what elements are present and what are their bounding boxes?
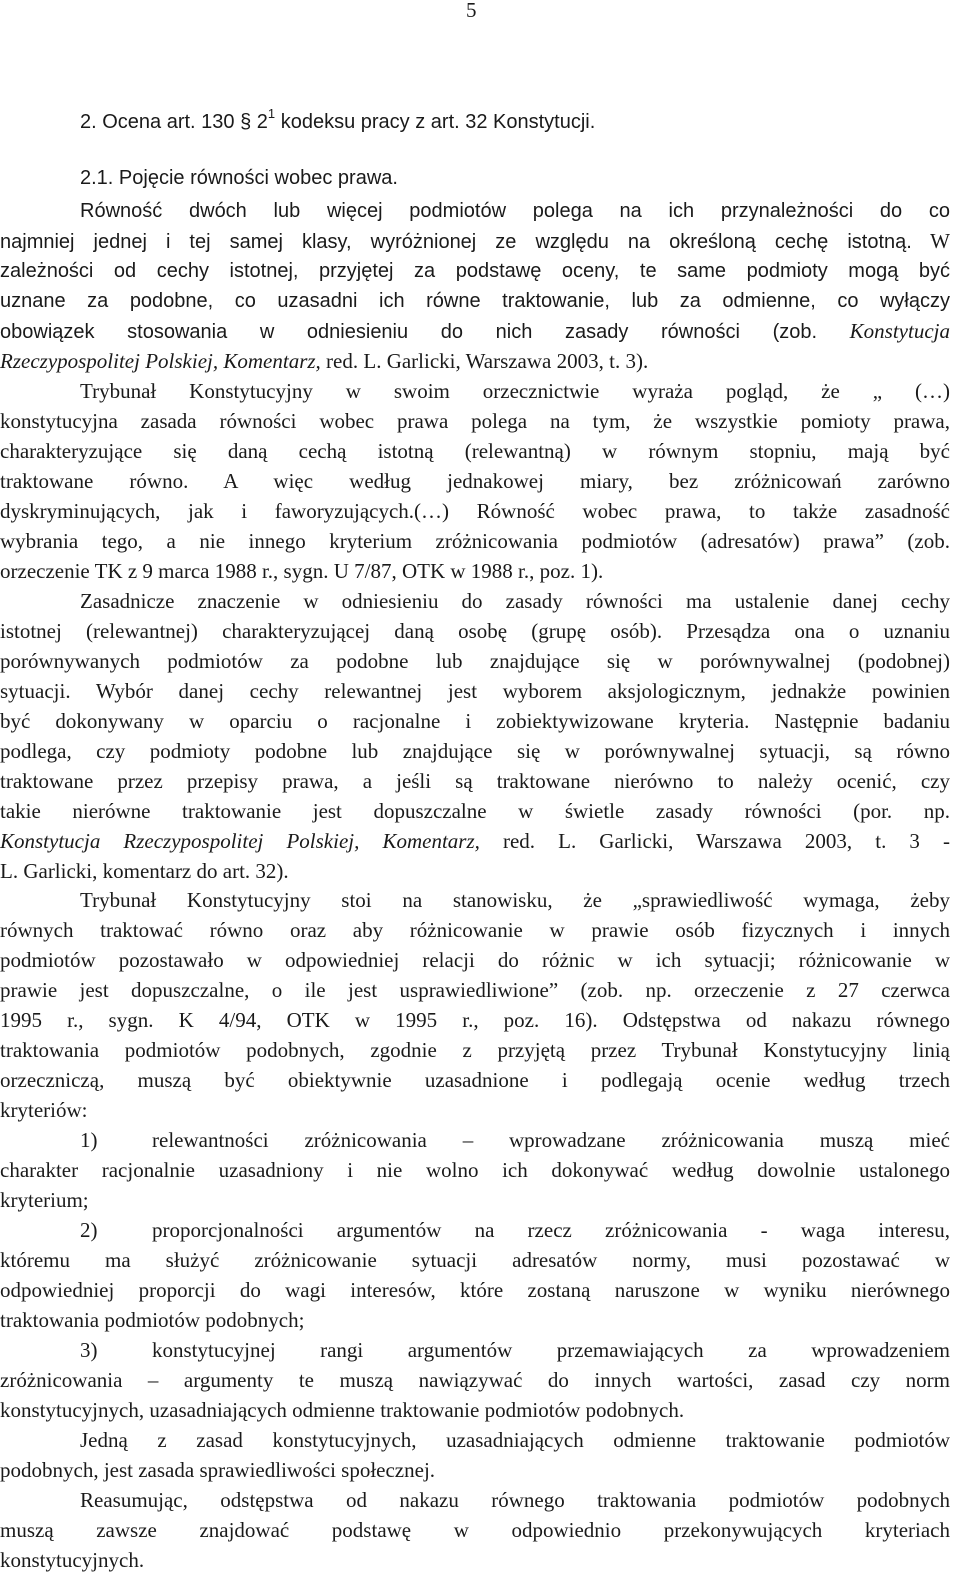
- heading-number: 2: [251, 111, 268, 133]
- p6-line-3: konstytucyjnych.: [0, 1548, 145, 1572]
- p4-line-8: kryteriów:: [0, 1098, 88, 1122]
- p1-line-4: uznane za podobne, co uzasadni ich równe traktowanie, lub za odmienne, co wyłączy: [0, 290, 950, 312]
- p3-line-8: takie nierówne traktowanie jest dopuszczalne w świetle zasady równości (por. np.: [0, 799, 950, 823]
- p2-line-4: traktowane równo. A więc według jednakowej miary, bez zróżnicowań zarówno: [0, 469, 950, 493]
- p3-line-9-b: red. L. Garlicki, Warszawa 2003, t. 3 -: [479, 829, 950, 853]
- p3-line-4: sytuacji. Wybór danej cechy relewantnej jest wyborem aksjologicznym, jednakże powinien: [0, 679, 950, 703]
- p5-line-2: podobnych, jest zasada sprawiedliwości społecznej.: [0, 1458, 436, 1482]
- p1-line-3: zależności od cechy istotnej, przyjętej za podstawę oceny, te same podmioty mogą być: [0, 260, 950, 282]
- criterion-1-line-2: charakter racjonalnie uzasadniony i nie wolno ich dokonywać według dowolnie ustalonego: [0, 1158, 950, 1182]
- p1-line-1: Równość dwóch lub więcej podmiotów polega na ich przynależności do co: [80, 200, 950, 222]
- heading-prefix: 2. Ocena art. 130: [80, 111, 241, 133]
- p3-line-5: być dokonywany w oparciu o racjonalne i zobiektywizowane kryteria. Następnie badaniu: [0, 709, 950, 733]
- p1-line-5-a: obowiązek stosowania w odniesieniu do nich zasady równości (zob.: [0, 321, 850, 343]
- p4-line-6: traktowania podmiotów podobnych, zgodnie z przyjętą przez Trybunał Konstytucyjny linią: [0, 1038, 950, 1062]
- p2-line-3: charakteryzujące się daną cechą istotną (relewantną) w równym stopniu, mają być: [0, 439, 950, 463]
- p3-line-3: porównywanych podmiotów za podobne lub znajdujące się w porównywalnej (podobnej): [0, 649, 950, 673]
- criterion-1-line-1: relewantności zróżnicowania – wprowadzane zróżnicowania muszą mieć: [152, 1128, 950, 1152]
- page-number: 5: [466, 0, 477, 22]
- p5-line-1: Jedną z zasad konstytucyjnych, uzasadniających odmienne traktowanie podmiotów: [80, 1428, 950, 1452]
- p1-line-2: [0, 226, 950, 256]
- list-item-number: 1): [80, 1128, 98, 1152]
- p4-line-5: 1995 r., sygn. K 4/94, OTK w 1995 r., poz. 16). Odstępstwa od nakazu równego: [0, 1008, 950, 1032]
- heading-section-2: [80, 107, 960, 137]
- p4-line-2: równych traktować równo oraz aby różnicowanie w prawie osób fizycznych i innych: [0, 918, 950, 942]
- p4-line-4: prawie jest dopuszczalne, o ile jest usprawiedliwione” (zob. np. orzeczenie z 27 czerwca: [0, 978, 950, 1002]
- list-item-number: 2): [80, 1218, 98, 1242]
- heading-suffix: kodeksu pracy z art. 32 Konstytucji.: [275, 111, 596, 133]
- heading-subsection-2-1: 2.1. Pojęcie równości wobec prawa.: [80, 167, 398, 189]
- p1-line-2-a: najmniej jednej i tej samej klasy, wyróżnionej ze względu na określoną cechę istotną.: [0, 231, 912, 253]
- p3-line-6: podlega, czy podmioty podobne lub znajdujące się w porównywalnej sytuacji, są równo: [0, 739, 950, 763]
- p1-line-6: [0, 346, 950, 376]
- criterion-2-line-4: traktowania podmiotów podobnych;: [0, 1308, 305, 1332]
- p6-line-1: Reasumując, odstępstwa od nakazu równego traktowania podmiotów podobnych: [80, 1488, 950, 1512]
- p2-line-5: dyskryminujących, jak i faworyzujących.(…) Równość wobec prawa, to także zasadność: [0, 499, 950, 523]
- p1-line-2-b: W: [911, 229, 950, 253]
- criterion-2-line-2: któremu ma służyć zróżnicowanie sytuacji adresatów normy, musi pozostawać w: [0, 1248, 950, 1272]
- p2-line-7: orzeczenie TK z 9 marca 1988 r., sygn. U 7/87, OTK w 1988 r., poz. 1).: [0, 559, 604, 583]
- p2-line-6: wybrania tego, a nie innego kryterium zróżnicowania podmiotów (adresatów) prawa” (zob.: [0, 529, 950, 553]
- section-sign: §: [240, 111, 252, 133]
- p6-line-2: muszą zawsze znajdować podstawę w odpowiednio przekonywujących kryteriach: [0, 1518, 950, 1542]
- citation-italic: Konstytucja: [849, 319, 950, 343]
- p4-line-3: podmiotów pozostawało w odpowiedniej relacji do różnic w ich sytuacji; różnicowanie w: [0, 948, 950, 972]
- p2-line-1: Trybunał Konstytucyjny w swoim orzecznictwie wyraża pogląd, że „ (…): [80, 379, 950, 403]
- criterion-2-line-1: proporcjonalności argumentów na rzecz zróżnicowania - waga interesu,: [152, 1218, 950, 1242]
- p4-line-1: Trybunał Konstytucyjny stoi na stanowisku, że „sprawiedliwość wymaga, żeby: [80, 888, 950, 912]
- p3-line-10: L. Garlicki, komentarz do art. 32).: [0, 859, 289, 883]
- superscript: 1: [267, 106, 276, 122]
- p3-line-7: traktowane przez przepisy prawa, a jeśli są traktowane nierówno to należy ocenić, czy: [0, 769, 950, 793]
- criterion-3-line-3: konstytucyjnych, uzasadniających odmienne traktowanie podmiotów podobnych.: [0, 1398, 685, 1422]
- p3-line-1: Zasadnicze znaczenie w odniesieniu do zasady równości ma ustalenie danej cechy: [80, 589, 950, 613]
- criterion-3-line-1: konstytucyjnej rangi argumentów przemawiających za wprowadzeniem: [152, 1338, 950, 1362]
- citation-italic: Rzeczypospolitej Polskiej, Komentarz,: [0, 349, 321, 373]
- criterion-1-line-3: kryterium;: [0, 1188, 89, 1212]
- p1-line-6-b: red. L. Garlicki, Warszawa 2003, t. 3).: [320, 349, 649, 373]
- p2-line-2: konstytucyjna zasada równości wobec prawa polega na tym, że wszystkie pomioty prawa,: [0, 409, 950, 433]
- criterion-3-line-2: zróżnicowania – argumenty te muszą nawiązywać do innych wartości, zasad czy norm: [0, 1368, 950, 1392]
- list-item-number: 3): [80, 1338, 98, 1362]
- p3-line-9: [0, 826, 950, 856]
- p3-line-2: istotnej (relewantnej) charakteryzującej daną osobę (grupę osób). Przesądza ona o uznaniu: [0, 619, 950, 643]
- citation-italic: Konstytucja Rzeczypospolitej Polskiej, Komentarz,: [0, 829, 480, 853]
- p1-line-5: [0, 316, 950, 346]
- criterion-2-line-3: odpowiedniej proporcji do wagi interesów, które zostaną naruszone w wyniku nierównego: [0, 1278, 950, 1302]
- p4-line-7: orzeczniczą, muszą być obiektywnie uzasadnione i podlegają ocenie według trzech: [0, 1068, 950, 1092]
